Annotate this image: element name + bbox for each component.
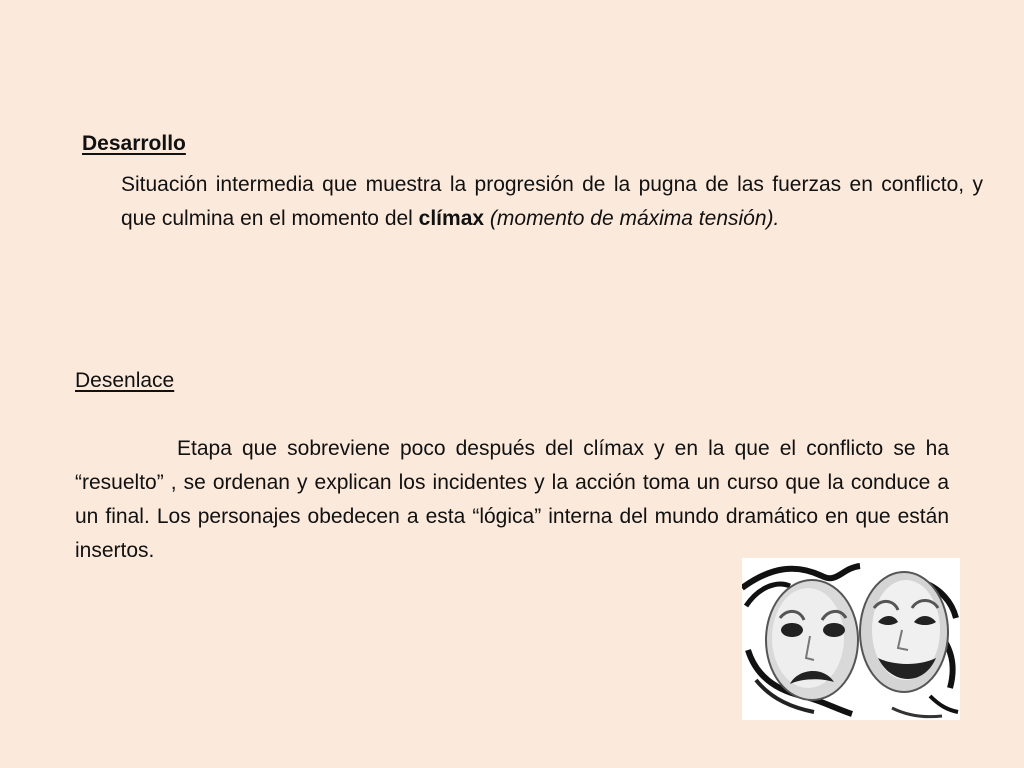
theater-masks-icon — [742, 558, 960, 720]
paragraph-desenlace: Etapa que sobreviene poco después del clímax y en la que el conflicto se ha “resuelto” , se ordenan y explican los incidentes y la acción toma un curso que la conduce a un final. Los personajes obedecen a esta “lógica” interna del mundo dramático en que están insertos. — [75, 437, 949, 562]
heading-desarrollo: Desarrollo — [82, 132, 186, 155]
desarrollo-text: Situación intermedia que muestra la progresión de la pugna de las fuerzas en conflicto, y que culmina en el momento del — [121, 173, 983, 230]
climax-note: (momento de máxima tensión). — [484, 207, 780, 230]
paragraph-desarrollo — [121, 168, 983, 236]
climax-term: clímax — [418, 207, 485, 230]
heading-desenlace: Desenlace — [75, 369, 175, 392]
